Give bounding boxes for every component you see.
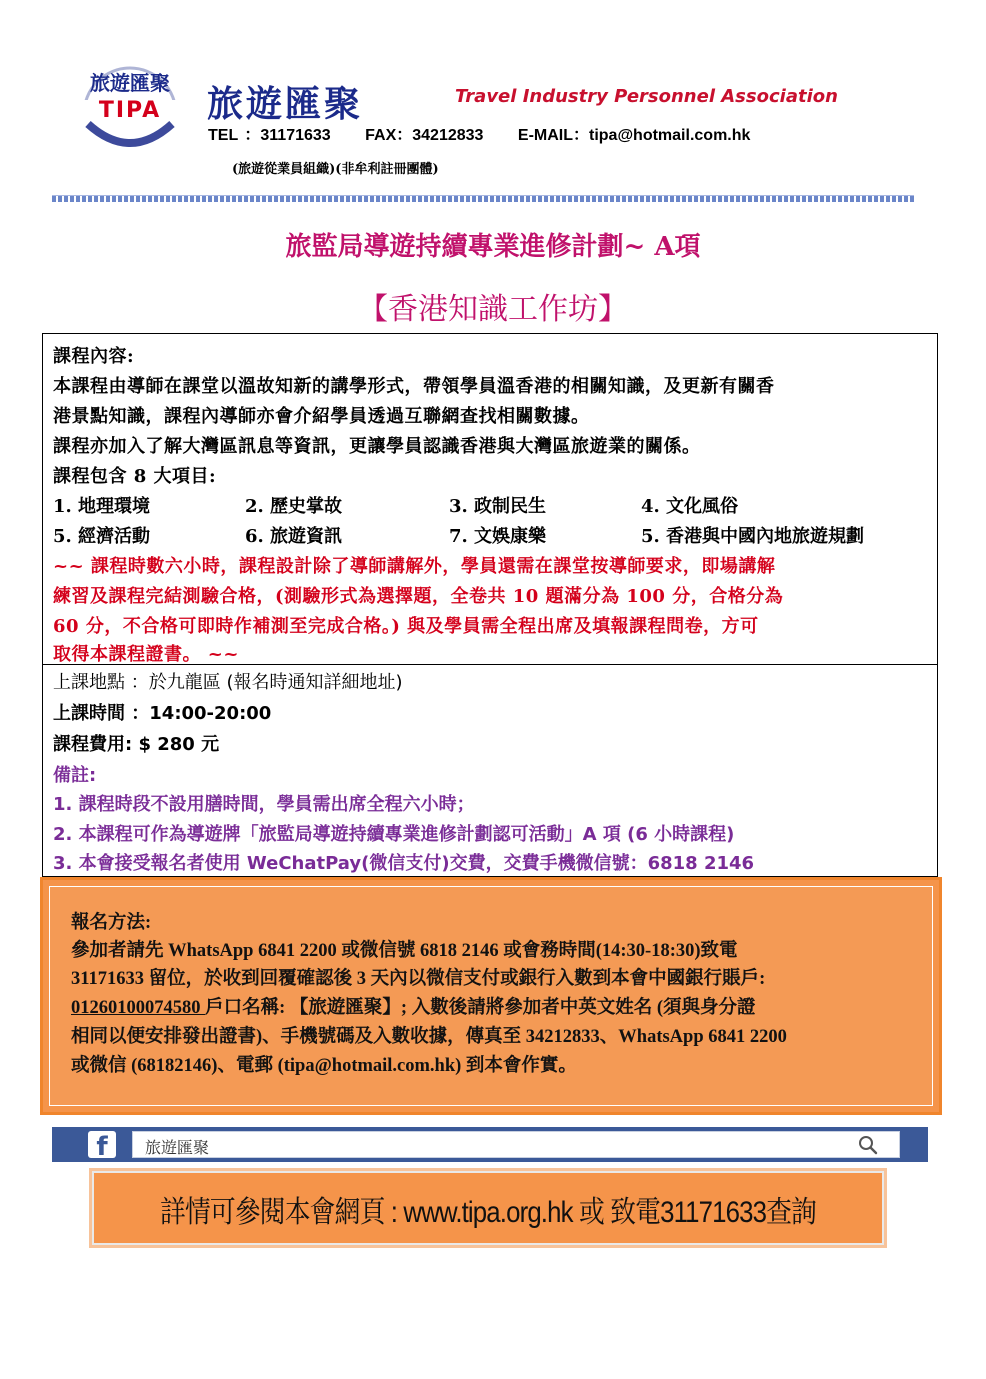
course-info-box [42,664,938,877]
course-item: 4. 文化風俗 [641,496,739,517]
website-banner [94,1173,882,1243]
logo-tipa-text: TIPA [98,98,162,123]
course-item: 2. 歷史掌故 [245,496,343,517]
course-notice-line: 練習及課程完結測驗合格，(測驗形式為選擇題，全卷共 10 題滿分為 100 分，合格分為 [53,586,784,607]
search-icon[interactable] [857,1135,879,1155]
facebook-search-input[interactable] [132,1131,900,1158]
registration-line: 或微信 (68182146)、電郵 (tipa@hotmail.com.hk) 到本會作實。 [71,1056,577,1076]
registration-line: 31171633 留位，於收到回覆確認後 3 天內以微信支付或銀行入數到本會中國銀行賬戶: [71,969,766,989]
remarks-label: 備註: [53,765,97,786]
course-item: 6. 旅遊資訊 [245,526,343,547]
page-subtitle: 【香港知識工作坊】 [358,292,628,327]
course-notice-line: 60 分，不合格可即時作補測至完成合格。) 與及學員需全程出席及填報課程問卷，方可 [53,616,759,637]
tipa-logo [70,62,190,162]
fax-text: FAX：34212833 [365,127,484,144]
registration-line [71,993,756,1019]
bank-account-number: 01260100074580 [71,998,206,1018]
facebook-bar [52,1127,928,1162]
course-item: 7. 文娛康樂 [449,526,547,547]
course-desc-line: 本課程由導師在課堂以溫故知新的講學形式，帶領學員溫香港的相關知識，及更新有關香 [53,376,775,397]
venue-text: 上課地點 ：於九龍區 (報名時通知詳細地址) [53,672,403,693]
course-item: 5. 經濟活動 [53,526,151,547]
course-content-box [42,333,938,665]
contact-line [208,122,778,145]
registration-box [40,877,942,1115]
course-item: 1. 地理環境 [53,496,151,517]
remark-item: 2. 本課程可作為導遊牌「旅監局導遊持續專業進修計劃認可活動」A 項 (6 小時課程) [53,824,735,845]
course-items-label: 課程包含 8 大項目: [53,466,217,487]
org-name-english: Travel Industry Personnel Association [455,86,838,107]
logo-arc-text: 旅遊匯聚 [90,71,170,95]
course-item: 3. 政制民生 [449,496,547,517]
course-desc-line: 課程亦加入了解大灣區訊息等資訊，更讓學員認識香港與大灣區旅遊業的關係。 [53,436,701,457]
course-notice-line: ~~ 課程時數六小時，課程設計除了導師講解外，學員還需在課堂按導師要求，即場講解 [53,556,776,577]
registration-line-rest: 戶口名稱: 【旅遊匯聚】; 入數後請將參加者中英文姓名 (須與身分證 [205,998,756,1018]
page-title: 旅監局導遊持續專業進修計劃~ A項 [285,232,701,262]
org-note: (旅遊從業員組織)(非牟利註冊團體) [232,162,439,177]
org-name-chinese: 旅遊匯聚 [207,83,364,125]
website-info-text[interactable]: 詳情可參閱本會網頁 : www.tipa.org.hk 或 致電31171633查詢 [160,1196,816,1229]
time-text: 上課時間 ：14:00-20:00 [53,703,272,724]
course-item: 5. 香港與中國內地旅遊規劃 [641,526,865,547]
course-content-label: 課程內容: [53,346,135,367]
registration-line: 參加者請先 WhatsApp 6841 2200 或微信號 6818 2146 或會務時間(14:30-18:30)致電 [71,941,738,961]
remark-item: 3. 本會接受報名者使用 WeChatPay(微信支付)交費，交費手機微信號：6818 2146 [53,853,755,874]
registration-line: 相同以便安排發出證書)、手機號碼及入數收據，傳真至 34212833、WhatsApp 6841 2200 [71,1027,787,1047]
course-notice-line: 取得本課程證書。 ~~ [53,644,239,665]
facebook-icon[interactable]: f [88,1131,116,1158]
facebook-search-text: 旅遊匯聚 [145,1138,210,1157]
course-desc-line: 港景點知識，課程內導師亦會介紹學員透過互聯網查找相關數據。 [53,406,590,427]
registration-label: 報名方法: [71,913,152,933]
tel-text: TEL ：31171633 [208,127,331,144]
email-text[interactable]: E-MAIL：tipa@hotmail.com.hk [517,127,751,144]
header-divider [52,195,914,202]
fee-text: 課程費用: $ 280 元 [53,734,220,755]
remark-item: 1. 課程時段不設用膳時間，學員需出席全程六小時； [53,794,475,815]
